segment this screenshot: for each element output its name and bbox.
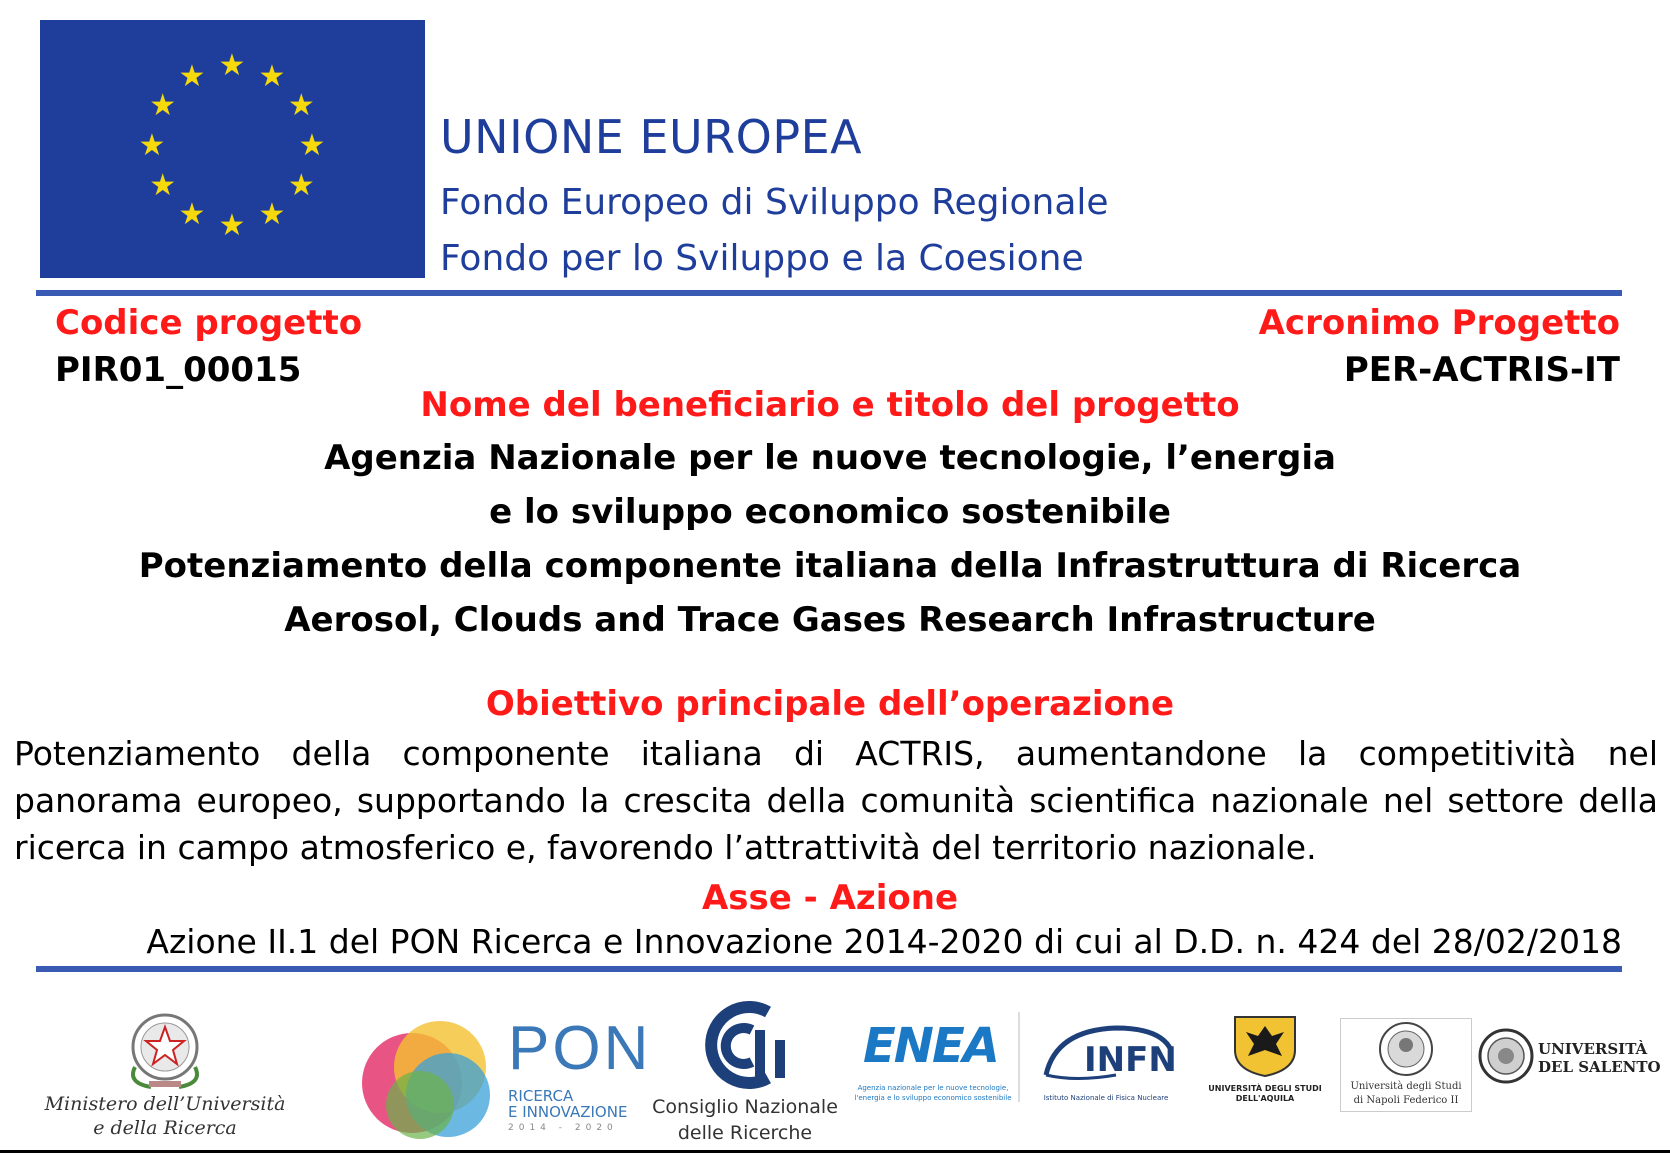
header-subtitle-fesr: Fondo Europeo di Sviluppo Regionale: [440, 182, 1109, 223]
aquila-line-1: UNIVERSITÀ DEGLI STUDI: [1208, 1084, 1322, 1093]
cnr-logo: [645, 1000, 845, 1150]
eagle-shield-icon: [1230, 1012, 1300, 1078]
eu-star-icon: ★: [258, 197, 286, 233]
salento-seal-icon: [1478, 1028, 1534, 1084]
eu-star-icon: ★: [178, 58, 206, 94]
beneficiary-line-2: e lo sviluppo economico sostenibile: [489, 492, 1171, 532]
objective-line-3: ricerca in campo atmosferico e, favorendo l’attrattività del territorio nazionale.: [14, 828, 1317, 867]
ministero-line-2: e della Ricerca: [93, 1117, 237, 1139]
eu-star-icon: ★: [178, 197, 206, 233]
pon-years: 2014 - 2020: [508, 1123, 618, 1133]
cnr-line-2: delle Ricerche: [677, 1122, 813, 1144]
napoli-logo: [1340, 1018, 1472, 1112]
eu-star-icon: ★: [298, 128, 326, 163]
pon-text: PON: [508, 1014, 652, 1083]
objective-line-2: panorama europeo, supportando la crescita della comunità scientifica nazionale nel settore della: [14, 781, 1658, 820]
enea-sub-2: l'energia e lo sviluppo economico sostenibile: [854, 1094, 1012, 1102]
eu-flag: [40, 20, 425, 278]
eu-star-icon: ★: [258, 58, 286, 94]
eu-star-icon: ★: [218, 208, 246, 243]
federico-seal-icon: [1378, 1021, 1434, 1077]
eu-star-icon: ★: [138, 128, 166, 163]
infn-logo: [1036, 1020, 1176, 1110]
infn-sub: Istituto Nazionale di Fisica Nucleare: [1043, 1094, 1169, 1102]
enea-sub-1: Agenzia nazionale per le nuove tecnologie,: [857, 1084, 1009, 1092]
pon-circles-icon: [360, 1005, 500, 1145]
pon-sub-2: E INNOVAZIONE: [508, 1103, 628, 1121]
header-subtitle-fsc: Fondo per lo Sviluppo e la Coesione: [440, 238, 1084, 279]
salento-line-1: UNIVERSITÀ: [1538, 1040, 1648, 1058]
page-bottom-border: [0, 1150, 1670, 1153]
beneficiary-label: Nome del beneficiario e titolo del progetto: [420, 385, 1240, 425]
project-title-line-2: Aerosol, Clouds and Trace Gases Research Infrastructure: [284, 600, 1376, 640]
objective-text: [14, 730, 1658, 871]
ministero-line-1: Ministero dell’Università: [44, 1093, 286, 1115]
axis-text: Azione II.1 del PON Ricerca e Innovazione 2014-2020 di cui al D.D. n. 424 del 28/02/2018: [146, 922, 1622, 961]
pon-sub-1: RICERCA: [508, 1087, 574, 1105]
header-title: UNIONE EUROPEA: [440, 110, 863, 164]
bottom-divider: [36, 966, 1622, 972]
cnr-emblem-icon: [690, 1000, 800, 1090]
objective-line-1: Potenziamento della componente italiana di ACTRIS, aumentandone la competitività nel: [14, 734, 1658, 773]
top-divider: [36, 290, 1622, 296]
eu-star-icon: ★: [149, 168, 177, 203]
napoli-line-2: di Napoli Federico II: [1353, 1095, 1459, 1106]
ministero-logo: [40, 1005, 290, 1145]
aquila-logo: [1200, 1012, 1330, 1112]
logo-separator: [1018, 1012, 1020, 1102]
salento-line-2: DEL SALENTO: [1538, 1058, 1661, 1076]
eu-star-icon: ★: [287, 88, 315, 123]
eu-star-icon: ★: [287, 168, 315, 203]
axis-label: Asse - Azione: [701, 878, 958, 918]
project-acronym-value: PER-ACTRIS-IT: [1343, 350, 1620, 390]
objective-label: Obiettivo principale dell’operazione: [485, 684, 1175, 724]
beneficiary-line-1: Agenzia Nazionale per le nuove tecnologie, l’energia: [324, 438, 1336, 478]
infn-text: INFN: [1084, 1040, 1177, 1080]
pon-logo: [360, 1005, 652, 1145]
project-code-label: Codice progetto: [55, 303, 363, 343]
eu-star-icon: ★: [218, 48, 246, 83]
project-acronym-label: Acronimo Progetto: [1258, 303, 1620, 343]
napoli-line-1: Università degli Studi: [1350, 1081, 1462, 1092]
eu-star-icon: ★: [149, 88, 177, 123]
project-title-line-1: Potenziamento della componente italiana della Infrastruttura di Ricerca: [138, 546, 1522, 586]
enea-logo: [848, 1018, 1018, 1118]
salento-logo: [1478, 1028, 1661, 1088]
enea-text: ENEA: [863, 1018, 998, 1074]
aquila-line-2: DELL'AQUILA: [1235, 1094, 1295, 1103]
cnr-line-1: Consiglio Nazionale: [652, 1096, 838, 1118]
project-code-value: PIR01_00015: [55, 350, 302, 390]
